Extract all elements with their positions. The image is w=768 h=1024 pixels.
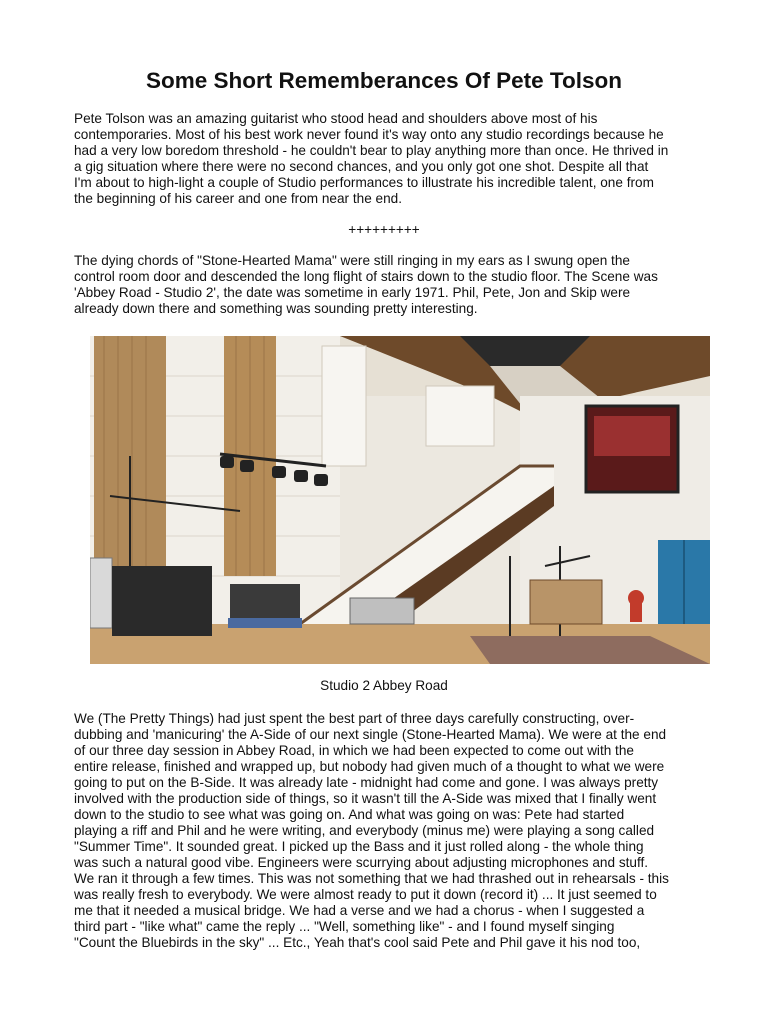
text-line: entire release, finished and wrapped up, but nobody had given much of a thought to what we were <box>74 759 665 774</box>
photo-caption: Studio 2 Abbey Road <box>320 678 448 693</box>
text-line: of our three day session in Abbey Road, in which we had been expected to come out with the <box>74 743 634 758</box>
text-line: already down there and something was sounding pretty interesting. <box>74 301 478 316</box>
text-line: "Count the Bluebirds in the sky" ... Etc., Yeah that's cool said Pete and Phil gave it his nod too, <box>74 935 641 950</box>
text-line: We ran it through a few times. This was not something that we had thrashed out in rehearsals - this <box>74 871 669 886</box>
text-line: was really fresh to everybody. We were almost ready to put it down (record it) ... It just seemed to <box>74 887 657 902</box>
text-line: We (The Pretty Things) had just spent the best part of three days carefully constructing, over- <box>74 711 635 726</box>
text-line: I'm about to high-light a couple of Studio performances to illustrate his incredible talent, one from <box>74 175 654 190</box>
intro-paragraph <box>74 111 698 207</box>
studio-photo <box>90 336 710 664</box>
text-line: "Summer Time". It sounded great. I picked up the Bass and it just rolled along - the whole thing <box>74 839 644 854</box>
page-title: Some Short Rememberances Of Pete Tolson <box>146 68 622 93</box>
text-line: dubbing and 'manicuring' the A-Side of our next single (Stone-Hearted Mama). We were at the end <box>74 727 667 742</box>
text-line: 'Abbey Road - Studio 2', the date was sometime in early 1971. Phil, Pete, Jon and Skip were <box>74 285 631 300</box>
text-line: a gig situation where there were no second chances, and you only got one shot. Despite all that <box>74 159 649 174</box>
scene-paragraph <box>74 253 698 317</box>
text-line: down to the studio to see what was going on. And what was going on was: Pete had started <box>74 807 625 822</box>
text-line: playing a riff and Phil and he were writing, and everybody (minus me) were playing a song called <box>74 823 655 838</box>
text-line: third part - "like what" came the reply ... "Well, something like" - and I found myself singing <box>74 919 615 934</box>
section-separator: +++++++++ <box>348 222 420 237</box>
story-paragraph <box>74 711 698 951</box>
text-line: me that it needed a musical bridge. We had a verse and we had a chorus - when I suggested a <box>74 903 645 918</box>
text-line: the beginning of his career and one from near the end. <box>74 191 402 206</box>
text-line: The dying chords of "Stone-Hearted Mama" were still ringing in my ears as I swung open the <box>74 253 630 268</box>
text-line: had a very low boredom threshold - he couldn't bear to play anything more than once. He thrived in <box>74 143 669 158</box>
text-line: involved with the production side of things, so it wasn't till the A-Side was mixed that I finally went <box>74 791 657 806</box>
text-line: was such a natural good vibe. Engineers were scurrying about adjusting microphones and stuff. <box>74 855 649 870</box>
text-line: going to put on the B-Side. It was already late - midnight had come and gone. I was always pretty <box>74 775 659 790</box>
text-line: contemporaries. Most of his best work never found it's way onto any studio recordings because he <box>74 127 664 142</box>
text-line: Pete Tolson was an amazing guitarist who stood head and shoulders above most of his <box>74 111 598 126</box>
text-line: control room door and descended the long flight of stairs down to the studio floor. The Scene was <box>74 269 658 284</box>
